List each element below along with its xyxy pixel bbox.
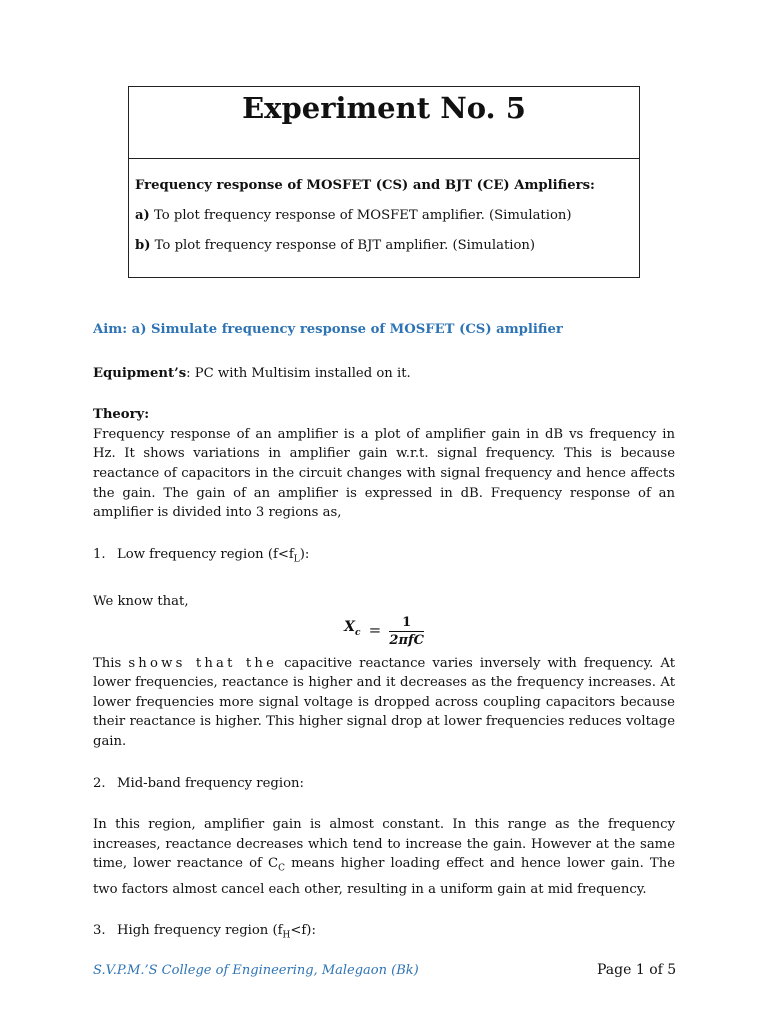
region-3-after: <f): — [290, 923, 316, 939]
experiment-objectives — [129, 159, 639, 254]
objective-a — [135, 207, 633, 224]
page-of: of — [644, 962, 668, 978]
formula-x-sub: c — [354, 628, 361, 639]
experiment-title: Experiment No. 5 — [129, 87, 639, 159]
region-2-heading — [93, 774, 675, 794]
region-1-sub: L — [293, 554, 300, 565]
region-1-heading — [93, 545, 675, 570]
region-1-para-rest: capacitive reactance varies inversely with frequency. At lower frequencies, reactance is higher and it decreases as the frequency increases. At lower frequencies more signal voltage is dropped across coupling capacitors because their reactance is higher. This higher signal drop at lower frequencies reduces voltage gain. — [93, 655, 675, 749]
theory-intro: Frequency response of an amplifier is a plot of amplifier gain in dB vs frequency in Hz. It shows variations in amplifier gain w.r.t. signal frequency. This is because reactance of capacitors in the circuit changes with signal frequency and hence affects the gain. The gain of an amplifier is expressed in dB. Frequency response of an amplifier is divided into 3 regions as, — [93, 426, 675, 521]
region-2-para-sub: C — [278, 863, 285, 874]
aim-heading: Aim: a) Simulate frequency response of MOSFET (CS) amplifier — [93, 322, 563, 337]
reactance-formula — [93, 614, 675, 654]
region-1-para-lead: This — [93, 655, 129, 671]
formula-equals: = — [368, 621, 382, 640]
region-1-number: 1. — [93, 546, 106, 562]
experiment-subtitle: Frequency response of MOSFET (CS) and BJT (CE) Amplifiers: — [135, 178, 595, 193]
region-1-para-spaced: shows that the — [128, 655, 278, 671]
formula-numerator: 1 — [389, 614, 424, 632]
region-3-text: High frequency region (f — [117, 923, 283, 939]
objective-a-text: To plot frequency response of MOSFET amplifier. (Simulation) — [149, 208, 572, 224]
region-1-after: ): — [299, 546, 310, 562]
footer-college-name: S.V.P.M.’S College of Engineering, Malegaon (Bk) — [93, 963, 419, 978]
equipment-line — [93, 364, 675, 384]
footer-page-number — [597, 962, 676, 978]
formula-fraction — [389, 614, 424, 649]
page-total: 5 — [667, 962, 677, 978]
region-2-para-after: means higher loading effect and hence lower gain. The two factors almost cancel each other, resulting in a uniform gain at mid frequency. — [93, 856, 675, 897]
formula-x: X — [344, 619, 355, 636]
region-2-text: Mid-band frequency region: — [117, 775, 304, 791]
region-1-text: Low frequency region (f<f — [117, 546, 294, 562]
objective-b — [135, 237, 633, 254]
region-2-number: 2. — [93, 775, 106, 791]
formula-lhs — [344, 619, 361, 639]
region-2-paragraph — [93, 815, 675, 899]
equipment-text: : PC with Multisim installed on it. — [186, 365, 411, 381]
page-current: 1 — [635, 962, 645, 978]
region-2-para-before: In this region, amplifier gain is almost constant. In this range as the frequency increases, reactance decreases which tend to increase the gain. However at the same time, lower reactance of C — [93, 817, 675, 872]
experiment-header-box — [128, 86, 640, 278]
objective-a-label: a) — [135, 208, 150, 224]
region-3-heading — [93, 921, 675, 946]
objective-b-label: b) — [135, 238, 151, 254]
equipment-label: Equipment’s — [93, 365, 187, 381]
region-3-number: 3. — [93, 923, 106, 939]
theory-heading: Theory: — [93, 407, 150, 423]
main-content — [93, 320, 675, 946]
we-know-line: We know that, — [93, 593, 189, 609]
region-3-sub: H — [282, 930, 291, 941]
objective-b-text: To plot frequency response of BJT amplifier. (Simulation) — [150, 238, 536, 254]
region-1-paragraph — [93, 654, 675, 752]
formula-denominator: 2πfC — [389, 632, 424, 648]
page-prefix: Page — [597, 962, 636, 978]
